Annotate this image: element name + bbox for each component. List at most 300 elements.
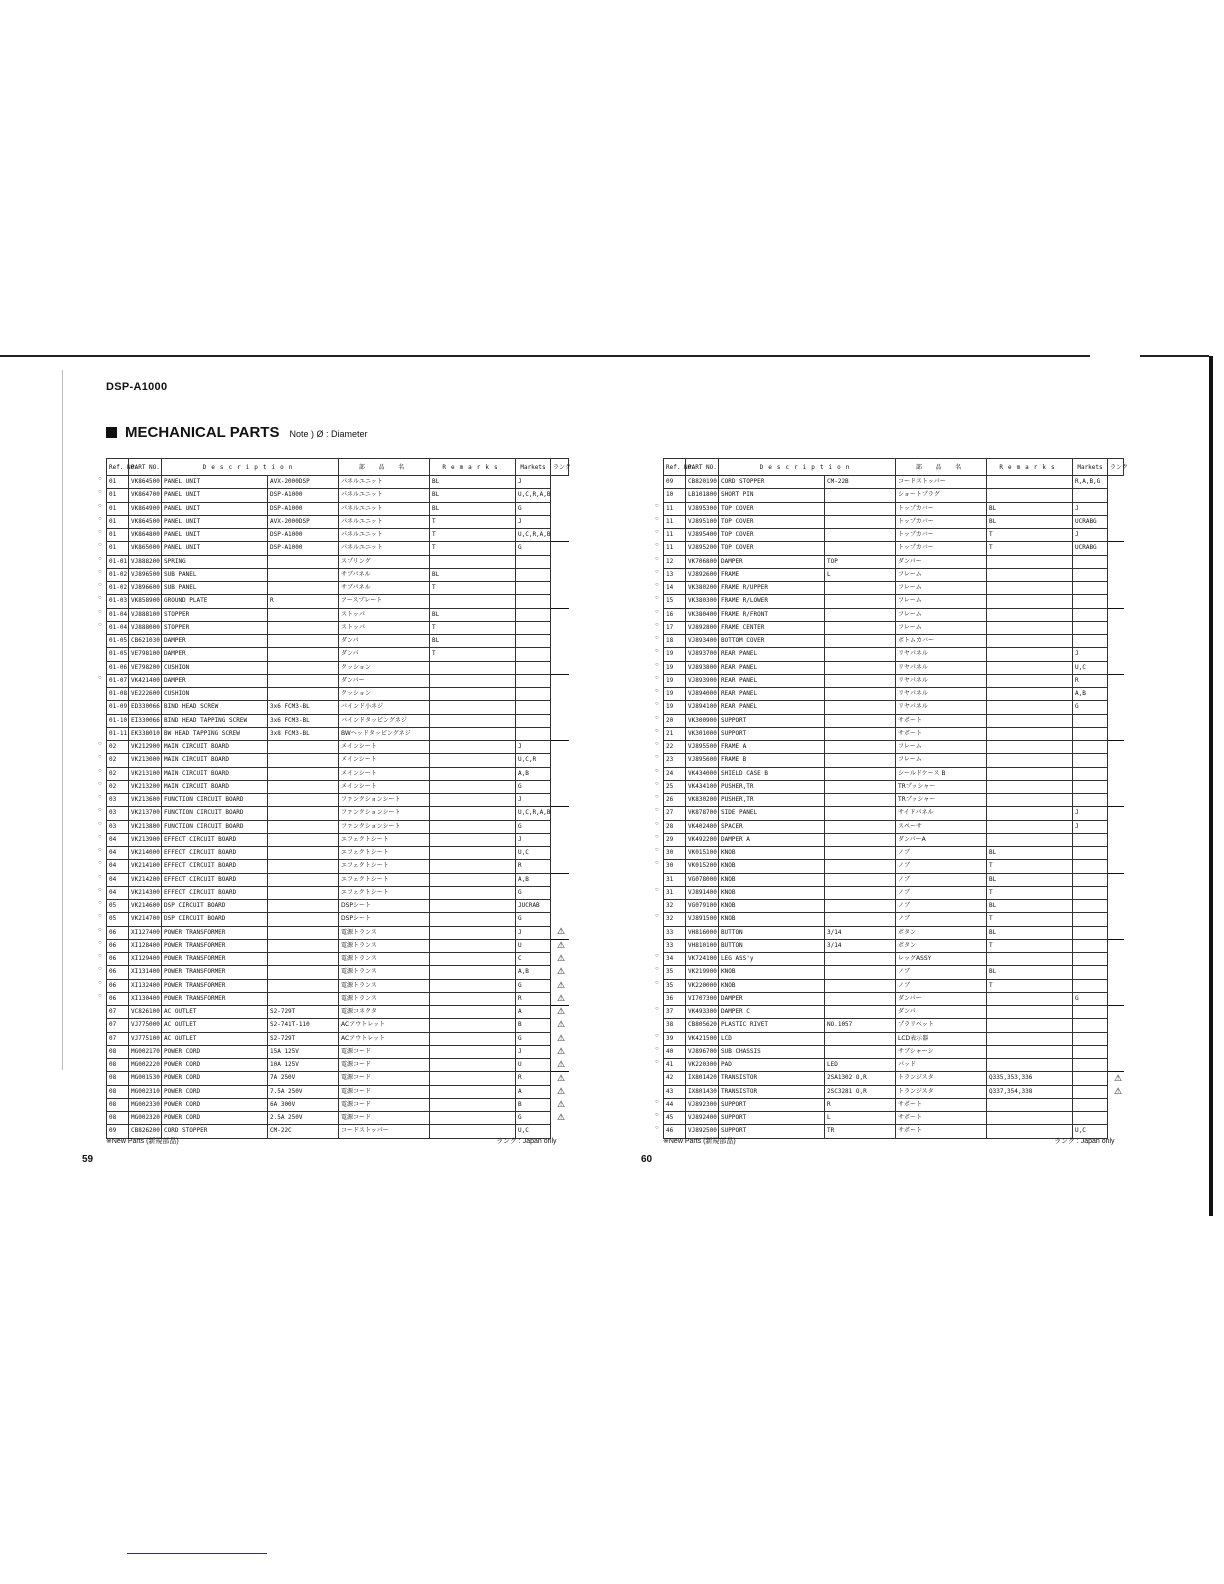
description-cell: POWER TRANSFORMER	[162, 979, 268, 992]
part-no-cell: VK830200	[686, 794, 719, 807]
table-row	[107, 926, 569, 939]
markets-cell: R	[516, 992, 551, 1005]
markets-cell	[1073, 953, 1108, 966]
header-rank: ランク	[1108, 459, 1124, 476]
spec-cell	[825, 727, 896, 740]
ref-cell: 01	[107, 476, 129, 489]
description-cell: PUSHER,TR	[719, 780, 825, 793]
table-row	[664, 1098, 1124, 1111]
remarks-cell: BL	[987, 966, 1073, 979]
part-no-cell: VJ895300	[686, 502, 719, 515]
description-cell: KNOB	[719, 900, 825, 913]
spec-cell	[268, 688, 339, 701]
spec-cell	[268, 635, 339, 648]
japanese-name-cell: サポート	[896, 714, 987, 727]
markets-cell	[1073, 780, 1108, 793]
ref-cell: 18	[664, 635, 686, 648]
japanese-name-cell: ノブ	[896, 847, 987, 860]
markets-cell: G	[516, 913, 551, 926]
part-no-cell: XI132400	[129, 979, 162, 992]
description-cell: TRANSISTOR	[719, 1085, 825, 1098]
description-cell: SUPPORT	[719, 727, 825, 740]
remarks-cell	[430, 913, 516, 926]
spec-cell: TOP	[825, 555, 896, 568]
japanese-name-cell: TRプッシャー	[896, 794, 987, 807]
ref-cell: 01	[107, 542, 129, 555]
ref-cell: 08	[107, 1112, 129, 1125]
spec-cell	[268, 886, 339, 899]
part-no-cell: MG001530	[129, 1072, 162, 1085]
ref-cell: 35	[664, 966, 686, 979]
remarks-cell	[430, 767, 516, 780]
top-rule-gap	[1090, 354, 1140, 358]
description-cell: FRAME B	[719, 754, 825, 767]
japanese-name-cell: サポート	[896, 1112, 987, 1125]
safety-warning-icon	[1108, 886, 1124, 899]
new-part-marker: ○	[655, 635, 659, 641]
spec-cell	[268, 767, 339, 780]
spec-cell	[825, 1032, 896, 1045]
markets-cell: G	[516, 886, 551, 899]
japanese-name-cell: メインシート	[339, 741, 430, 754]
spec-cell	[825, 966, 896, 979]
remarks-cell	[430, 741, 516, 754]
description-cell: FUNCTION CIRCUIT BOARD	[162, 807, 268, 820]
ref-cell: 07	[107, 1006, 129, 1019]
japanese-name-cell: フレーム	[896, 741, 987, 754]
ref-cell: 01-03	[107, 595, 129, 608]
new-part-marker: ○	[655, 1112, 659, 1118]
table-row	[107, 939, 569, 952]
part-no-cell: VK214300	[129, 886, 162, 899]
ref-cell: 01-05	[107, 648, 129, 661]
spec-cell	[268, 674, 339, 687]
part-no-cell: VK301000	[686, 727, 719, 740]
japanese-name-cell: ボタン	[896, 926, 987, 939]
safety-warning-icon	[551, 489, 569, 502]
description-cell: BUTTON	[719, 939, 825, 952]
table-row	[664, 1032, 1124, 1045]
description-cell: REAR PANEL	[719, 701, 825, 714]
part-no-cell: VK213100	[129, 767, 162, 780]
table-row	[664, 688, 1124, 701]
table-row	[107, 741, 569, 754]
ref-cell: 04	[107, 886, 129, 899]
ref-cell: 36	[664, 992, 686, 1005]
part-no-cell: VJ895100	[686, 515, 719, 528]
ref-cell: 16	[664, 608, 686, 621]
japanese-name-cell: エフェクトシート	[339, 873, 430, 886]
table-row	[107, 886, 569, 899]
safety-warning-icon	[1108, 926, 1124, 939]
table-row	[664, 582, 1124, 595]
spec-cell: 7A 250V	[268, 1072, 339, 1085]
table-row	[107, 502, 569, 515]
ref-cell: 20	[664, 714, 686, 727]
new-part-marker: ○	[98, 754, 102, 761]
part-no-cell: CB805620	[686, 1019, 719, 1032]
remarks-cell: BL	[430, 608, 516, 621]
header-remarks: Remarks	[987, 459, 1073, 476]
markets-cell: G	[516, 542, 551, 555]
safety-warning-icon	[1108, 820, 1124, 833]
spec-cell	[825, 992, 896, 1005]
safety-warning-icon	[551, 688, 569, 701]
japanese-name-cell: ボトムカバー	[896, 635, 987, 648]
safety-warning-icon: ⚠	[551, 939, 569, 952]
table-row	[107, 767, 569, 780]
new-part-marker: ○	[655, 555, 659, 562]
description-cell: FRAME R/LOWER	[719, 595, 825, 608]
ref-cell: 09	[664, 476, 686, 489]
safety-warning-icon	[551, 794, 569, 807]
remarks-cell	[987, 780, 1073, 793]
japanese-name-cell: サブパネル	[339, 568, 430, 581]
description-cell: SIDE PANEL	[719, 807, 825, 820]
markets-cell: A,B	[516, 966, 551, 979]
description-cell: SUPPORT	[719, 1112, 825, 1125]
safety-warning-icon	[551, 701, 569, 714]
spec-cell	[268, 754, 339, 767]
japanese-name-cell: ファンクションシート	[339, 807, 430, 820]
part-no-cell: VK213800	[129, 820, 162, 833]
new-part-marker: ○	[98, 833, 102, 840]
safety-warning-icon	[551, 595, 569, 608]
japanese-name-cell: サポート	[896, 1098, 987, 1111]
ref-cell: 06	[107, 926, 129, 939]
part-no-cell: VK214200	[129, 873, 162, 886]
spec-cell: R	[268, 595, 339, 608]
ref-cell: 29	[664, 833, 686, 846]
spec-cell	[825, 515, 896, 528]
table-row	[107, 1085, 569, 1098]
safety-warning-icon	[1108, 688, 1124, 701]
remarks-cell	[430, 953, 516, 966]
description-cell: REAR PANEL	[719, 674, 825, 687]
markets-cell	[516, 621, 551, 634]
safety-warning-icon	[1108, 754, 1124, 767]
safety-warning-icon	[551, 847, 569, 860]
table-row	[664, 794, 1124, 807]
description-cell: DAMPER	[162, 674, 268, 687]
markets-cell: R	[516, 1072, 551, 1085]
description-cell: REAR PANEL	[719, 688, 825, 701]
ref-cell: 01-04	[107, 608, 129, 621]
remarks-cell: T	[430, 621, 516, 634]
ref-cell: 10	[664, 489, 686, 502]
header-remarks: Remarks	[430, 459, 516, 476]
japanese-name-cell: メインシート	[339, 780, 430, 793]
description-cell: POWER CORD	[162, 1098, 268, 1111]
table-row	[107, 674, 569, 687]
table-row	[107, 1112, 569, 1125]
ref-cell: 01-01	[107, 555, 129, 568]
part-no-cell: VJ895600	[686, 754, 719, 767]
japanese-name-cell: ダンパー	[339, 674, 430, 687]
part-no-cell: VK015200	[686, 860, 719, 873]
safety-warning-icon	[551, 714, 569, 727]
description-cell: KNOB	[719, 860, 825, 873]
ref-cell: 08	[107, 1098, 129, 1111]
safety-warning-icon	[1108, 621, 1124, 634]
header-part-no: PART NO.	[686, 459, 719, 476]
markets-cell	[1073, 833, 1108, 846]
ref-cell: 26	[664, 794, 686, 807]
new-part-marker: ○	[655, 608, 659, 615]
table-row	[664, 833, 1124, 846]
diameter-note: Note ) Ø : Diameter	[289, 429, 368, 439]
markets-cell	[1073, 714, 1108, 727]
spec-cell	[825, 674, 896, 687]
part-no-cell: VK214600	[129, 900, 162, 913]
markets-cell: J	[516, 1045, 551, 1058]
table-row	[664, 489, 1124, 502]
markets-cell	[516, 661, 551, 674]
japanese-name-cell: ノブ	[896, 913, 987, 926]
table-row	[107, 913, 569, 926]
markets-cell	[1073, 635, 1108, 648]
description-cell: EFFECT CIRCUIT BOARD	[162, 886, 268, 899]
remarks-cell	[430, 1059, 516, 1072]
markets-cell: U,C,R,A,B	[516, 529, 551, 542]
safety-warning-icon	[1108, 953, 1124, 966]
safety-warning-icon	[1108, 568, 1124, 581]
description-cell: DSP CIRCUIT BOARD	[162, 900, 268, 913]
markets-cell: A	[516, 1085, 551, 1098]
ref-cell: 03	[107, 807, 129, 820]
new-part-marker: ○	[98, 489, 102, 496]
ref-cell: 12	[664, 555, 686, 568]
remarks-cell: BL	[987, 502, 1073, 515]
remarks-cell	[430, 847, 516, 860]
safety-warning-icon	[551, 568, 569, 581]
part-no-cell: VJ893700	[686, 648, 719, 661]
part-no-cell: LB101800	[686, 489, 719, 502]
new-part-marker: ○	[655, 886, 659, 893]
spec-cell: 2SC3281 O,R	[825, 1085, 896, 1098]
japanese-name-cell: クッション	[339, 688, 430, 701]
safety-warning-icon	[1108, 794, 1124, 807]
remarks-cell: Q337,354,338	[987, 1085, 1073, 1098]
markets-cell	[1073, 595, 1108, 608]
section-heading	[106, 424, 367, 441]
ref-cell: 35	[664, 979, 686, 992]
safety-warning-icon	[1108, 1006, 1124, 1019]
new-part-marker: ○	[655, 727, 659, 734]
table-row	[107, 476, 569, 489]
safety-warning-icon	[551, 674, 569, 687]
header-part-no: PART NO.	[129, 459, 162, 476]
japanese-name-cell: シールドケース B	[896, 767, 987, 780]
part-no-cell: VK214700	[129, 913, 162, 926]
safety-warning-icon	[1108, 648, 1124, 661]
japanese-name-cell: ストッパ	[339, 608, 430, 621]
japanese-name-cell: ノブ	[896, 979, 987, 992]
japanese-name-cell: ダンパー	[896, 992, 987, 1005]
remarks-cell: T	[430, 529, 516, 542]
table-row	[107, 582, 569, 595]
safety-warning-icon	[1108, 608, 1124, 621]
description-cell: AC OUTLET	[162, 1032, 268, 1045]
parts-table-right	[663, 458, 1128, 1139]
ref-cell: 08	[107, 1072, 129, 1085]
new-part-marker: ○	[655, 595, 659, 602]
description-cell: TOP COVER	[719, 502, 825, 515]
table-row	[664, 476, 1124, 489]
markets-cell	[1073, 489, 1108, 502]
part-no-cell: VK380300	[686, 595, 719, 608]
safety-warning-icon	[1108, 900, 1124, 913]
ref-cell: 15	[664, 595, 686, 608]
part-no-cell: EK338010	[129, 727, 162, 740]
table-row	[107, 568, 569, 581]
markets-cell	[516, 555, 551, 568]
spec-cell: 2.5A 250V	[268, 1112, 339, 1125]
spec-cell	[268, 794, 339, 807]
spec-cell	[268, 939, 339, 952]
table-row	[664, 1045, 1124, 1058]
table-row	[107, 555, 569, 568]
japanese-name-cell: ファンクションシート	[339, 820, 430, 833]
spec-cell	[268, 820, 339, 833]
part-no-cell: MG002330	[129, 1098, 162, 1111]
description-cell: AC OUTLET	[162, 1006, 268, 1019]
square-bullet-icon	[106, 427, 117, 438]
new-part-marker: ○	[98, 966, 102, 973]
safety-warning-icon	[551, 661, 569, 674]
table-row	[107, 847, 569, 860]
part-no-cell: VK878700	[686, 807, 719, 820]
japanese-name-cell: ノブ	[896, 873, 987, 886]
spec-cell	[825, 608, 896, 621]
remarks-cell: T	[430, 515, 516, 528]
japanese-name-cell: トップカバー	[896, 529, 987, 542]
ref-cell: 01	[107, 502, 129, 515]
japanese-name-cell: パネルユニット	[339, 502, 430, 515]
new-part-marker: ○	[98, 953, 102, 959]
rank-note-left: ランク : Japan only	[496, 1138, 557, 1145]
spec-cell	[825, 979, 896, 992]
header-rank: ランク	[551, 459, 569, 476]
part-no-cell: VJ891500	[686, 913, 719, 926]
markets-cell	[1073, 913, 1108, 926]
markets-cell: UCRABG	[1073, 515, 1108, 528]
new-part-marker: ○	[655, 502, 659, 509]
table-row	[107, 860, 569, 873]
japanese-name-cell: リヤパネル	[896, 648, 987, 661]
spec-cell	[268, 582, 339, 595]
markets-cell: U,C,R,A,B	[516, 489, 551, 502]
japanese-name-cell: サポート	[896, 727, 987, 740]
remarks-cell	[987, 635, 1073, 648]
part-no-cell: IX801420	[686, 1072, 719, 1085]
markets-cell	[1073, 873, 1108, 886]
spec-cell: DSP-A1000	[268, 489, 339, 502]
safety-warning-icon	[1108, 1098, 1124, 1111]
safety-warning-icon	[551, 833, 569, 846]
japanese-name-cell: トップカバー	[896, 542, 987, 555]
japanese-name-cell: フレーム	[896, 582, 987, 595]
ref-cell: 41	[664, 1059, 686, 1072]
description-cell: DAMPER	[162, 635, 268, 648]
spec-cell	[825, 502, 896, 515]
page-number-right: 60	[641, 1154, 653, 1165]
ref-cell: 19	[664, 688, 686, 701]
ref-cell: 33	[664, 926, 686, 939]
new-part-marker: ○	[655, 701, 659, 708]
part-no-cell: XI128400	[129, 939, 162, 952]
part-no-cell: VK724100	[686, 953, 719, 966]
spec-cell	[825, 648, 896, 661]
part-no-cell: VE798100	[129, 648, 162, 661]
table-row	[107, 661, 569, 674]
new-part-marker: ○	[98, 767, 102, 774]
table-row	[107, 807, 569, 820]
remarks-cell	[987, 1098, 1073, 1111]
safety-warning-icon: ⚠	[1114, 1086, 1123, 1097]
part-no-cell: VJ893400	[686, 635, 719, 648]
safety-warning-icon	[1108, 476, 1124, 489]
ref-cell: 01	[107, 489, 129, 502]
markets-cell	[1073, 1098, 1108, 1111]
safety-warning-icon: ⚠	[557, 980, 566, 991]
description-cell: CORD STOPPER	[719, 476, 825, 489]
new-part-marker: ○	[98, 860, 102, 867]
remarks-cell	[430, 1045, 516, 1058]
description-cell: MAIN CIRCUIT BOARD	[162, 741, 268, 754]
safety-warning-icon: ⚠	[557, 927, 566, 938]
remarks-cell	[987, 1019, 1073, 1032]
japanese-name-cell: ACアウトレット	[339, 1019, 430, 1032]
part-no-cell: VK213000	[129, 754, 162, 767]
remarks-cell	[430, 900, 516, 913]
new-part-marker: ○	[98, 926, 102, 933]
remarks-cell	[430, 1112, 516, 1125]
part-no-cell: VK865000	[129, 542, 162, 555]
remarks-cell	[430, 820, 516, 833]
spec-cell	[825, 701, 896, 714]
japanese-name-cell: メインシート	[339, 767, 430, 780]
part-no-cell: VK864800	[129, 529, 162, 542]
ref-cell: 05	[107, 900, 129, 913]
spec-cell: S2-741T-110	[268, 1019, 339, 1032]
table-row	[664, 900, 1124, 913]
safety-warning-icon	[1108, 873, 1124, 886]
remarks-cell: BL	[987, 900, 1073, 913]
spec-cell	[825, 833, 896, 846]
new-part-marker: ○	[655, 966, 659, 973]
spec-cell	[268, 807, 339, 820]
remarks-cell	[987, 582, 1073, 595]
safety-warning-icon: ⚠	[557, 954, 566, 965]
ref-cell: 06	[107, 939, 129, 952]
safety-warning-icon	[551, 900, 569, 913]
ref-cell: 44	[664, 1098, 686, 1111]
table-row	[664, 661, 1124, 674]
part-no-cell: IX801430	[686, 1085, 719, 1098]
ref-cell: 01-10	[107, 714, 129, 727]
description-cell: KNOB	[719, 886, 825, 899]
description-cell: FRAME R/UPPER	[719, 582, 825, 595]
table-row	[107, 714, 569, 727]
description-cell: FRAME	[719, 568, 825, 581]
new-part-marker: ○	[655, 847, 659, 853]
description-cell: SUB CHASSIS	[719, 1045, 825, 1058]
table-row	[664, 674, 1124, 687]
spec-cell	[825, 1006, 896, 1019]
remarks-cell	[430, 780, 516, 793]
remarks-cell	[430, 555, 516, 568]
